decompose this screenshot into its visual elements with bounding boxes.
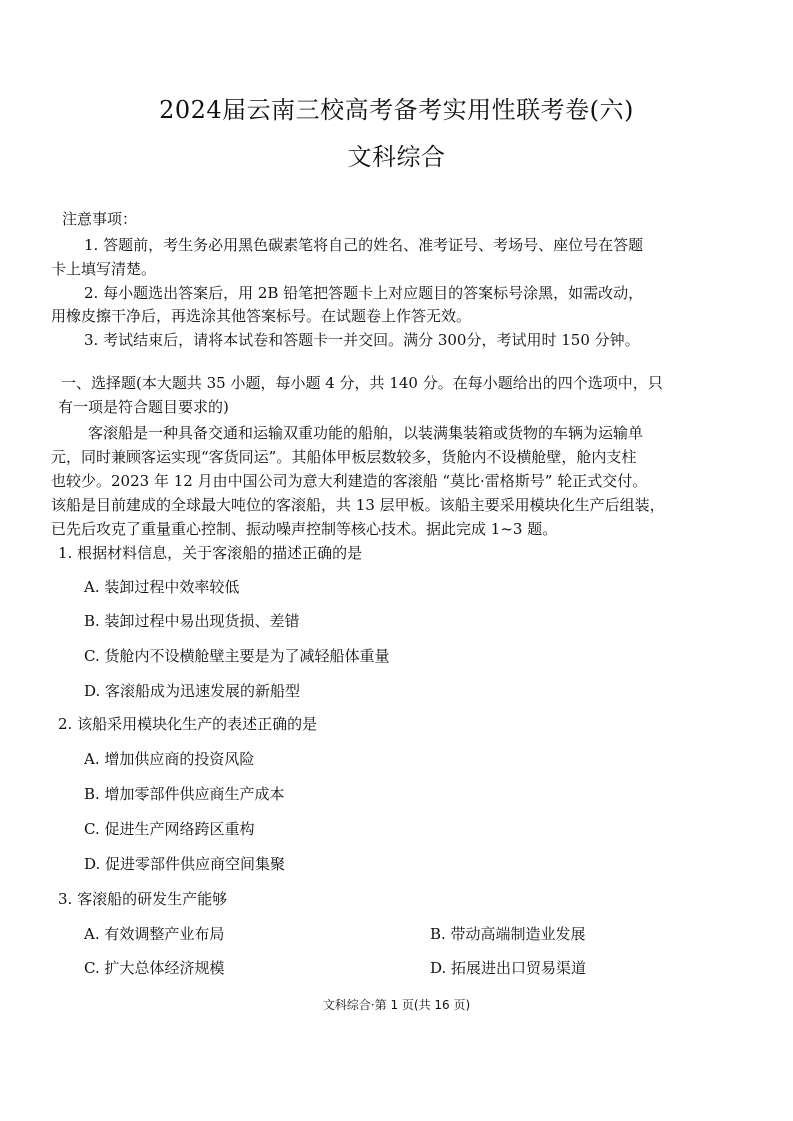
- section-heading-line-2: 有一项是符合题目要求的): [58, 398, 229, 416]
- passage-line: 该船是目前建成的全球最大吨位的客滚船，共 13 层甲板。该船主要采用模块化生产后组装，: [51, 496, 665, 514]
- question-3-option-d: D. 拓展进出口贸易渠道: [430, 959, 587, 977]
- question-1-option-a: A. 装卸过程中效率较低: [84, 578, 240, 596]
- question-3-stem: 3. 客滚船的研发生产能够: [58, 890, 228, 908]
- passage-line: 客滚船是一种具备交通和运输双重功能的船舶，以装满集装箱或货物的车辆为运输单: [88, 424, 644, 442]
- note-3: 3. 考试结束后，请将本试卷和答题卡一并交回。满分 300分，考试用时 150 分钟。: [84, 331, 640, 349]
- question-2-stem: 2. 该船采用模块化生产的表述正确的是: [58, 715, 318, 733]
- note-1-line-1: 1. 答题前，考生务必用黑色碳素笔将自己的姓名、准考证号、考场号、座位号在答题: [84, 236, 644, 254]
- question-3-option-b: B. 带动高端制造业发展: [430, 925, 586, 943]
- note-2-line-2: 用橡皮擦干净后，再选涂其他答案标号。在试题卷上作答无效。: [51, 307, 472, 325]
- question-1-option-b: B. 装卸过程中易出现货损、差错: [84, 612, 300, 630]
- page-footer: 文科综合·第 1 页(共 16 页): [322, 998, 471, 1012]
- notes-heading: 注意事项：: [62, 210, 138, 228]
- question-2-option-d: D. 促进零部件供应商空间集聚: [84, 855, 286, 873]
- question-1-option-d: D. 客滚船成为迅速发展的新船型: [84, 682, 301, 700]
- exam-subject: 文科综合: [347, 143, 446, 171]
- question-1-stem: 1. 根据材料信息，关于客滚船的描述正确的是: [58, 544, 363, 562]
- passage-line: 已先后攻克了重量重心控制、振动噪声控制等核心技术。据此完成 1~3 题。: [51, 520, 558, 538]
- question-2-option-a: A. 增加供应商的投资风险: [84, 750, 255, 768]
- note-1-line-2: 卡上填写清楚。: [51, 260, 157, 278]
- section-heading-line-1: 一、选择题(本大题共 35 小题，每小题 4 分，共 140 分。在每小题给出的四个选项中，只: [61, 374, 663, 392]
- question-2-option-b: B. 增加零部件供应商生产成本: [84, 785, 285, 803]
- passage-line: 元，同时兼顾客运实现“客货同运”。其船体甲板层数较多，货舱内不设横舱壁，舱内支柱: [51, 448, 637, 466]
- question-1-option-c: C. 货舱内不设横舱壁主要是为了减轻船体重量: [84, 647, 390, 665]
- question-3-option-a: A. 有效调整产业布局: [84, 925, 225, 943]
- question-2-option-c: C. 促进生产网络跨区重构: [84, 820, 255, 838]
- note-2-line-1: 2. 每小题选出答案后，用 2B 铅笔把答题卡上对应题目的答案标号涂黑，如需改动，: [84, 284, 644, 302]
- passage-line: 也较少。2023 年 12 月由中国公司为意大利建造的客滚船 “莫比·雷格斯号” 轮正式交付。: [51, 472, 648, 490]
- exam-title: 2024届云南三校高考备考实用性联考卷(六): [159, 96, 634, 124]
- question-3-option-c: C. 扩大总体经济规模: [84, 959, 225, 977]
